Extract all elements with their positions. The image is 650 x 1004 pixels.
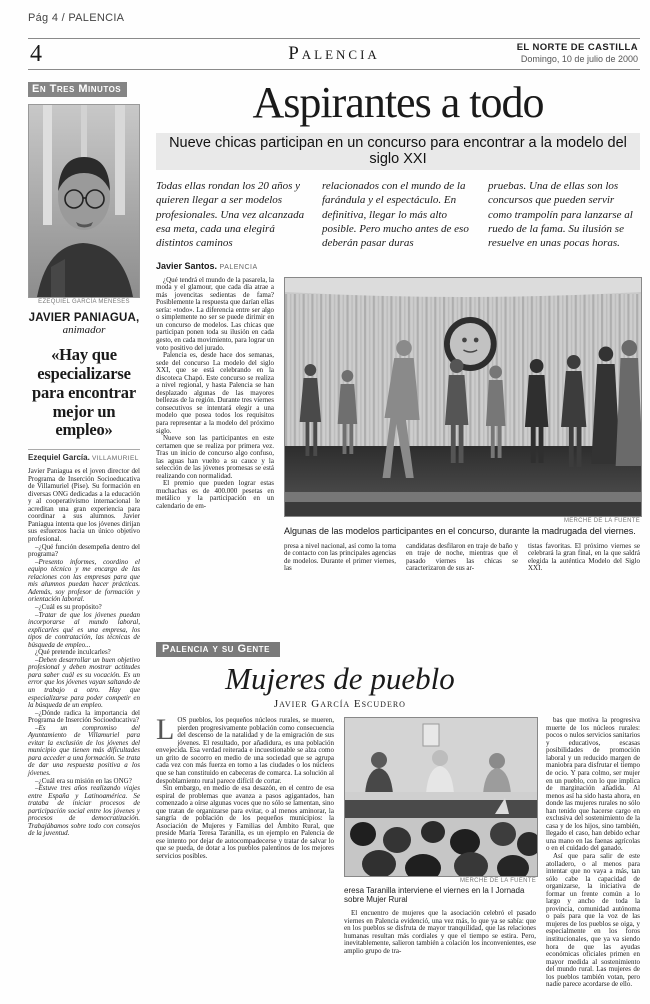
second-article-col2-text: [344, 910, 536, 955]
paragraph: –¿Dónde radica la importancia del Programa de Inserción Socioeducativa?: [28, 708, 140, 725]
sidebar-byline-place: VILLAMURIEL: [92, 455, 139, 463]
paragraph-text: OS pueblos, los pequeños núcleos rurales, se mueren, pierden progresivamente población como consecuencia del descenso de la natalidad y de la emigración de sus jóvenes. El resultado, por añadidura, es una población envejecida. Esa verdad reiterada e incuestionable se alza como un grito de socorro en medio de una sociedad que se agrupa cada vez con más fuerza en torno a las ciudades o los núcleos que se han constituido en cabeceras de comarca. La solución al despoblamiento rural parece difícil de cortar.: [156, 716, 334, 785]
article-subhead: Nueve chicas participan en un concurso para encontrar a la modelo del siglo XXI: [156, 133, 640, 170]
second-article-body: [156, 713, 640, 989]
interviewee-role: animador: [62, 324, 106, 337]
conference-photo: [344, 717, 538, 877]
continuation-column: candidatas desfilaron en traje de baño y en traje de noche, mientras que el pasado viernes las chicas se caracterizaron de sus ar-: [406, 541, 518, 573]
lead-column: Todas ellas rondan los 20 años y quieren llegar a ser modelos profesionales. Una vez alcanzada esa meta, cada una elegirá distintos caminos: [156, 180, 305, 250]
second-article-header: [156, 660, 524, 711]
paragraph: Nueve son las participantes en este certamen que se realiza por primera vez. Tras un inicio de concurso algo confuso, las aguas han vuelto a su cauce y la selección de las jóvenes promesas se está realizando con normalidad.: [156, 434, 274, 480]
paragraph: Javier Paniagua es el joven director del Programa de Inserción Socioeducativa de Villamuriel (Pise). Su formación en diversas ONG dedicadas a la educación y al cooperativismo internacional le acreditan una gran experiencia para coordinar a sus alumnos. Javier Paniagua intenta que los jóvenes dirijan sus esfuerzos hacia un único objetivo profesional.: [28, 467, 140, 544]
paragraph: Palencia es, desde hace dos semanas, sede del concurso La modelo del siglo XXI, que se está celebrando en la discoteca Chapó. Este concurso se realiza a nivel regional, y hasta Palencia se han desplazado algunas de las mayores bellezas de la región. Durante tres viernes consecutivos se intentará elegir a una modelo que posea todos los requisitos para representar a la modelo del próximo siglo.: [156, 351, 274, 435]
article-mujeres: [156, 639, 640, 989]
issue-date: Domingo, 10 de julio de 2000: [520, 53, 638, 64]
second-article-byline: Javier García Escudero: [273, 698, 406, 711]
byline-name: Javier Santos.: [156, 260, 218, 271]
second-article-col1: [156, 713, 334, 860]
models-photo: [284, 277, 642, 517]
models-photo-credit: MERCHE DE LA FUENTE: [563, 517, 640, 524]
paragraph: –Estuve tres años realizando viajes entre España y Latinoamérica. Se trataba de iniciar procesos de participación social entre los jóvenes y procesos de democratización. Trabajábamos sobre todo con consejos de la juventud.: [28, 784, 140, 838]
second-article-headline: Mujeres de pueblo: [225, 660, 455, 696]
article-body-row: [156, 277, 640, 629]
sidebar-section-badge: En Tres Minutos: [28, 82, 127, 97]
masthead: [28, 38, 640, 70]
paragraph: [156, 713, 334, 785]
continuation-column: tistas favoritas. El próximo viernes se celebrará la gran final, en la que saldrá elegida la auténtica Modelo del Siglo XXI.: [528, 541, 640, 573]
newspaper-dateline: [517, 42, 638, 65]
sidebar-byline: [28, 449, 140, 462]
paragraph: Sin embargo, en medio de esa desazón, en el centro de esa espiral de problemas que avanza a pasos agigantados, han comenzado a oírse algunas voces que no sólo se lamentan, sino que tratan de organizarse para evitar, o al menos aminorar, la sangría de población de los pequeños municipios: la Asociación de Mujeres y Familias del Ámbito Rural, que preside María Teresa Taranilla, es un ejemplo en Palencia de ese intento por dejar de autocompadecerse y tratar de salvar lo que se pueda, de dotar a los pueblos palentinos de los mejores servicios posibles.: [156, 784, 334, 860]
paragraph: ¿Qué tendrá el mundo de la pasarela, la moda y el glamour, que cada día atrae a más jovencitas sedientas de fama? Posiblemente la respuesta que darían ellas sería: «todo». La diferencia entre ser algo o simplemente no ser se puede dirimir en un concurso de modelos. Las chicas que participan ponen toda su ilusión en cada gesto, en cada movimiento, para lograr un voto positivo del jurado.: [156, 276, 274, 352]
paragraph: –¿Cuál es su propósito?: [35, 602, 102, 611]
paragraph: –Presento informes, coordino el equipo técnico y me encargo de las relaciones con las empresas para que mis alumnos puedan hacer prácticas. Además, soy profesor de formación y orientación laboral.: [28, 557, 140, 604]
page-number: 4: [30, 40, 42, 67]
paragraph: –¿Cuál era su misión en las ONG?: [35, 776, 132, 785]
section-title: Palencia: [288, 42, 380, 64]
paragraph: El premio que pueden lograr estas muchachas es de 400.000 pesetas en metálico y la participación en un calendario de em-: [156, 479, 274, 511]
main-column: [156, 79, 640, 989]
lead-column: pruebas. Una de ellas son los concursos que pueden servir como trampolín para lanzarse al ruedo de la fama. Su ilusión se resuelve en unas pocas horas.: [488, 180, 633, 250]
conference-photo-credit: MERCHE DE LA FUENTE: [459, 878, 536, 885]
second-article-photo-block: [344, 717, 536, 955]
page-body: [28, 79, 640, 989]
portrait-photo-credit: EZEQUIEL GARCÍA MENESES: [38, 299, 130, 306]
second-article-col3: [546, 717, 640, 989]
conference-photo-caption: eresa Taranilla interviene el viernes en la I Jornada sobre Mujer Rural: [344, 886, 525, 905]
models-photo-caption: Algunas de las modelos participantes en el concurso, durante la madrugada del viernes.: [284, 525, 636, 536]
portrait-photo: [28, 104, 140, 298]
article-lead: [156, 179, 640, 250]
article-aspirantes: [156, 78, 640, 628]
article-body-column: [156, 277, 274, 629]
continuation-column: presa a nivel nacional, así como la toma de contacto con las principales agencias de modelos. Durante el primer viernes, las: [284, 541, 396, 573]
paragraph: bas que motiva la progresiva muerte de los núcleos rurales: pocos o nulos servicios sanitarios y educativos, escasas posibilidades de promoción laboral y un reducido margen de maniobra para disfrutar el tiempo de ocio. Y para colmo, ser mujer en un pueblo, con lo que implica de marginación añadida. Al menos así ha sido hasta ahora, en donde las mujeres rurales no sólo han tenido que hacerse cargo en exclusiva del sostenimiento de la casa y de los hijos, sino también, llegado el caso, han debido echar una mano en las faenas agrícolas o en el cuidado del ganado.: [546, 716, 640, 853]
paragraph: ¿Qué pretende inculcarles?: [35, 648, 111, 657]
section-badge-palencia-gente: Palencia y su Gente: [156, 642, 280, 657]
sidebar-en-tres-minutos: [28, 79, 140, 989]
byline-place: PALENCIA: [219, 263, 258, 271]
pull-quote: «Hay que especializarse para encontrar mejor un empleo»: [32, 345, 136, 440]
interviewee-name: JAVIER PANIAGUA,: [28, 312, 140, 325]
sidebar-byline-name: Ezequiel García.: [28, 453, 90, 463]
article-headline: Aspirantes a todo: [252, 78, 544, 128]
lead-column: relacionados con el mundo de la farándula y el espectáculo. En definitiva, llegar lo más alto posible. Pero mucho antes de eso deberán pasar duras: [322, 180, 469, 250]
article-continuation: [284, 543, 640, 573]
interview-text: [28, 468, 140, 838]
article-photo-block: [284, 277, 640, 573]
viewer-page-indicator: Pág 4 / PALENCIA: [28, 12, 125, 24]
paragraph: Así que para salir de este atolladero, o al menos para intentar que no vaya a más, tan sólo cabe la capacidad de organizarse, la iniciativa de formar un frente común a lo largo y ancho de toda la provincia, comunidad autónoma o país para que la voz de las mujeres de los pueblos se oiga, y especialmente en los foros institucionales, que ya va siendo hora de que las ayudas económicas oficiales primen en mayor medida al sostenimiento del mundo rural. Las mujeres de los pueblos también votan, pero nadie parece acordarse de ello.: [546, 852, 640, 989]
paragraph: El encuentro de mujeres que la asociación celebró el pasado viernes en Palencia evidenció, una vez más, lo que ya se sabía: que en los pueblos se disfruta de mayor tranquilidad, que las relaciones humanas resultan más cordiales y que el tiempo se estira. Pero, inevitablemente, salieron también a colación los inconvenientes, ese amplio grupo de tra-: [344, 909, 536, 955]
paragraph: –Tratar de que los jóvenes puedan incorporarse al mundo laboral, explicarles qué es una empresa, los tipos de contratación, las técnicas de búsqueda de empleo...: [28, 610, 140, 649]
newspaper-name: EL NORTE DE CASTILLA: [516, 42, 638, 53]
article-byline: [156, 261, 640, 271]
paragraph: –Deben desarrollar un buen objetivo profesional y deben mostrar actitudes para saber cuál es su vocación. Es un error que los jóvenes vayan saltando de un trabajo a otro. Hay que especializarse para poder competir en la búsqueda de un empleo.: [28, 655, 140, 710]
drop-cap: L: [156, 713, 175, 747]
paragraph: –Es un compromiso del Ayuntamiento de Villamuriel para evitar la exclusión de los jóvenes del municipio que tienen más dificultades para acceder a una formación. Se trata de dar una respuesta positiva a los jóvenes.: [28, 723, 140, 777]
paragraph: –¿Qué función desempeña dentro del programa?: [28, 542, 140, 559]
